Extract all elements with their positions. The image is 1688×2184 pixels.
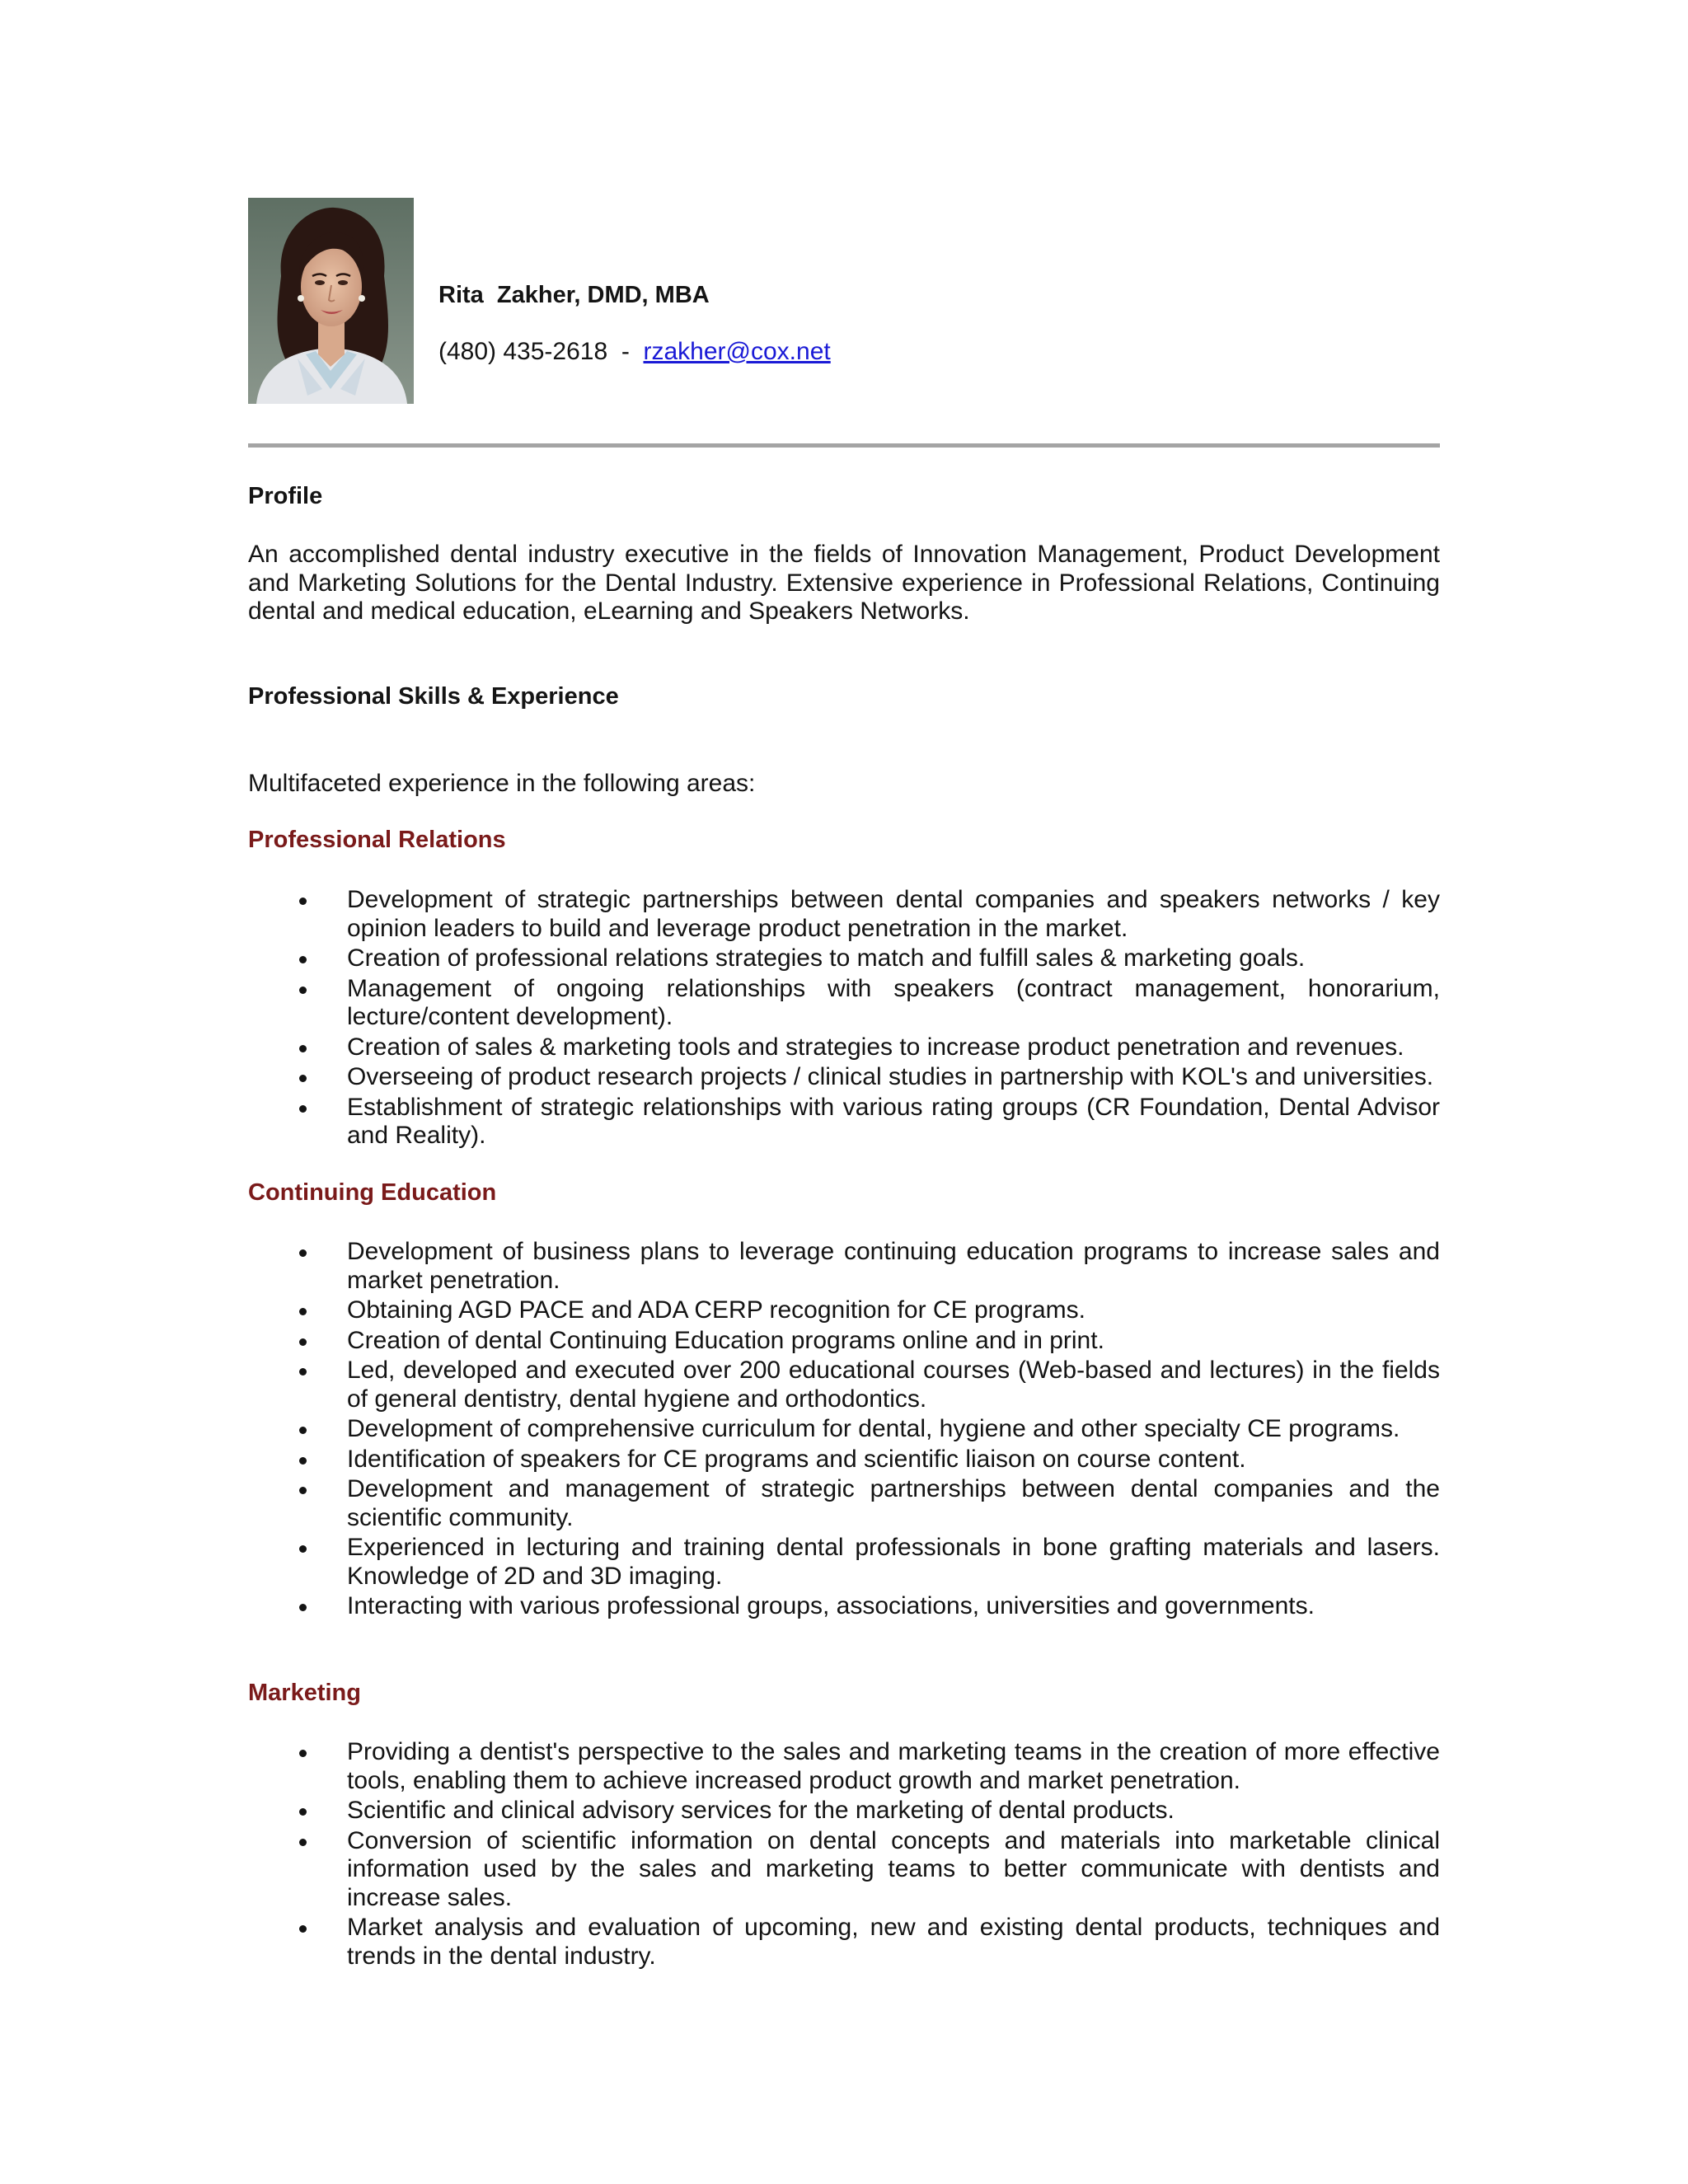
professional-relations-heading: Professional Relations	[248, 827, 506, 853]
list-item	[248, 1238, 1440, 1295]
list-item-text: Establishment of strategic relationships with various rating groups (CR Foundation, Dental Advisor and Reality).	[347, 1093, 1440, 1149]
profile-text: An accomplished dental industry executive in the fields of Innovation Management, Product Development and Marketing Solutions for the Dental Industry. Extensive experience in Professional Relations, Continuing dental and medical education, eLearning and Speakers Networks.	[248, 541, 1440, 625]
bullet-icon	[299, 1604, 307, 1611]
list-item-text: Creation of professional relations strategies to match and fulfill sales & marketing goals.	[347, 944, 1306, 972]
list-item	[248, 1534, 1440, 1591]
bullet-icon	[299, 1308, 307, 1315]
list-item-text: Obtaining AGD PACE and ADA CERP recognition for CE programs.	[347, 1296, 1085, 1324]
contact-line	[438, 338, 831, 366]
list-item	[248, 1094, 1440, 1151]
list-item-text: Development and management of strategic partnerships between dental companies and the scientific community.	[347, 1475, 1440, 1531]
list-item	[248, 975, 1440, 1032]
list-item	[248, 1296, 1440, 1325]
list-item-text: Scientific and clinical advisory services for the marketing of dental products.	[347, 1797, 1175, 1824]
bullet-icon	[299, 1457, 307, 1465]
list-item	[248, 1446, 1440, 1474]
list-item	[248, 1827, 1440, 1913]
list-item-text: Development of comprehensive curriculum for dental, hygiene and other specialty CE programs.	[347, 1415, 1400, 1442]
profile-photo	[248, 198, 414, 404]
bullet-icon	[299, 1249, 307, 1257]
list-item-text: Overseeing of product research projects / clinical studies in partnership with KOL's and universities.	[347, 1063, 1434, 1090]
list-item-text: Providing a dentist's perspective to the sales and marketing teams in the creation of more effective tools, enabling them to achieve increased product growth and market penetration.	[347, 1738, 1440, 1794]
list-item	[248, 944, 1440, 973]
bullet-icon	[299, 1427, 307, 1434]
list-item	[248, 1063, 1440, 1092]
list-item-text: Experienced in lecturing and training dental professionals in bone grafting materials and lasers. Knowledge of 2D and 3D imaging.	[347, 1534, 1440, 1590]
list-item-text: Identification of speakers for CE programs and scientific liaison on course content.	[347, 1445, 1246, 1473]
bullet-icon	[299, 1808, 307, 1816]
continuing-education-list	[248, 1238, 1440, 1623]
list-item	[248, 1914, 1440, 1971]
bullet-icon	[299, 1075, 307, 1082]
list-item	[248, 1475, 1440, 1532]
bullet-icon	[299, 987, 307, 994]
bullet-icon	[299, 1338, 307, 1346]
bullet-icon	[299, 1750, 307, 1757]
list-item	[248, 1327, 1440, 1356]
list-item	[248, 1033, 1440, 1062]
marketing-heading: Marketing	[248, 1680, 361, 1706]
list-item-text: Conversion of scientific information on dental concepts and materials into marketable clinical information used by the sales and marketing teams to better communicate with dentists and increase sales.	[347, 1826, 1440, 1911]
list-item-text: Led, developed and executed over 200 educational courses (Web-based and lectures) in the fields of general dentistry, dental hygiene and orthodontics.	[347, 1357, 1440, 1413]
list-item	[248, 1797, 1440, 1825]
email-link[interactable]: rzakher@cox.net	[643, 338, 831, 365]
list-item-text: Creation of sales & marketing tools and strategies to increase product penetration and revenues.	[347, 1033, 1404, 1061]
bullet-icon	[299, 1545, 307, 1553]
list-item	[248, 1592, 1440, 1621]
phone-number: (480) 435-2618	[438, 338, 608, 365]
bullet-icon	[299, 1487, 307, 1494]
contact-separator: -	[607, 338, 644, 365]
list-item	[248, 886, 1440, 943]
bullet-icon	[299, 1045, 307, 1052]
list-item-text: Management of ongoing relationships with speakers (contract management, honorarium, lecture/content development).	[347, 974, 1440, 1030]
list-item-text: Interacting with various professional groups, associations, universities and governments.	[347, 1592, 1315, 1619]
bullet-icon	[299, 1368, 307, 1376]
bullet-icon	[299, 1925, 307, 1933]
list-item-text: Development of strategic partnerships between dental companies and speakers networks / key opinion leaders to build and leverage product penetration in the market.	[347, 886, 1440, 942]
list-item	[248, 1357, 1440, 1413]
marketing-list	[248, 1738, 1440, 1972]
professional-relations-list	[248, 886, 1440, 1152]
list-item	[248, 1415, 1440, 1444]
candidate-name: Rita Zakher, DMD, MBA	[438, 282, 710, 308]
header-divider	[248, 443, 1440, 448]
bullet-icon	[299, 956, 307, 963]
profile-heading: Profile	[248, 483, 323, 509]
list-item-text: Creation of dental Continuing Education programs online and in print.	[347, 1326, 1104, 1354]
skills-heading: Professional Skills & Experience	[248, 683, 619, 710]
bullet-icon	[299, 1105, 307, 1113]
list-item-text: Development of business plans to leverage continuing education programs to increase sales and market penetration.	[347, 1238, 1440, 1294]
continuing-education-heading: Continuing Education	[248, 1179, 497, 1206]
skills-intro: Multifaceted experience in the following areas:	[248, 770, 756, 797]
bullet-icon	[299, 1839, 307, 1846]
bullet-icon	[299, 898, 307, 905]
list-item	[248, 1738, 1440, 1795]
list-item-text: Market analysis and evaluation of upcoming, new and existing dental products, techniques and trends in the dental industry.	[347, 1914, 1440, 1970]
